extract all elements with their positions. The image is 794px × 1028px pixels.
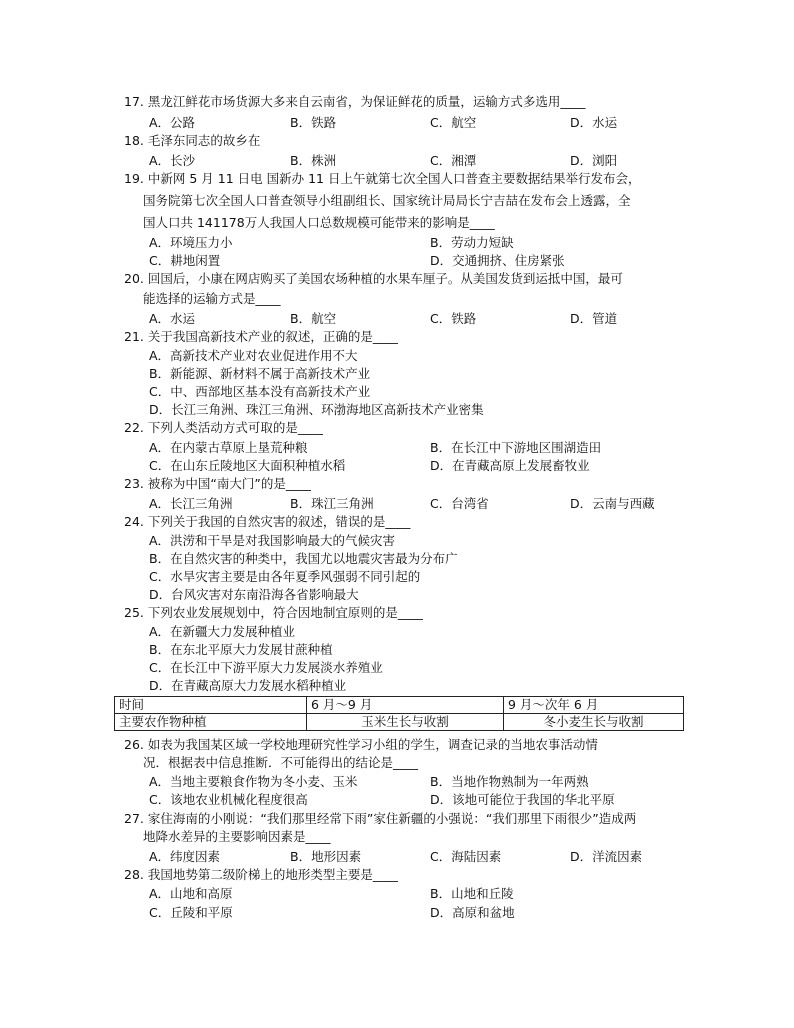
option-d[interactable]: D．长江三角洲、珠江三角洲、环渤海地区高新技术产业密集 [149,402,484,417]
farm-activity-table [114,696,684,731]
option-b[interactable]: B．在长江中下游地区围湖造田 [430,440,602,455]
option-b[interactable]: B．在自然灾害的种类中，我国尤以地震灾害最为分布广 [149,551,458,566]
option-a[interactable]: A．洪涝和干旱是对我国影响最大的气候灾害 [149,533,396,548]
table-header-row [115,697,684,714]
question-27: 27. 家住海南的小刚说：“我们那里经常下雨”家住新疆的小强说：“我们那里下雨很少”造成两 [124,811,637,826]
question-21: 21. 关于我国高新技术产业的叙述，正确的是____ [124,329,398,344]
option-a[interactable]: A．水运 [149,311,196,326]
option-c[interactable]: C．水旱灾害主要是由各年夏季风强弱不同引起的 [149,569,421,584]
question-26: 26. 如表为我国某区域一学校地理研究性学习小组的学生，调查记录的当地农事活动情 [124,737,598,752]
option-d[interactable]: D．在青藏高原上发展畜牧业 [430,458,590,473]
option-a[interactable]: A．长沙 [149,153,196,168]
question-18: 18. 毛泽东同志的故乡在 [124,133,261,148]
table-cell: 6 月～9 月 [307,697,504,714]
option-d[interactable]: D．高原和盆地 [430,905,515,920]
option-c[interactable]: C．海陆因素 [430,849,502,864]
option-d[interactable]: D．该地可能位于我国的华北平原 [430,792,615,807]
option-d[interactable]: D．云南与西藏 [570,496,655,511]
option-c[interactable]: C．铁路 [430,311,477,326]
option-b[interactable]: B．在东北平原大力发展甘蔗种植 [149,642,333,657]
option-d[interactable]: D．浏阳 [570,153,618,168]
question-22: 22. 下列人类活动方式可取的是____ [124,420,323,435]
option-c[interactable]: C．台湾省 [430,496,489,511]
option-b[interactable]: B．铁路 [290,115,337,130]
table-cell: 冬小麦生长与收割 [504,714,684,731]
option-a[interactable]: A．在新疆大力发展种植业 [149,624,296,639]
question-19-line-3: 国人口共 141178万人我国人口总数规模可能带来的影响是____ [143,215,495,230]
option-c[interactable]: C．在山东丘陵地区大面积种植水稻 [149,458,346,473]
question-26-line-2: 况．根据表中信息推断．不可能得出的结论是____ [143,755,419,770]
table-cell: 玉米生长与收割 [307,714,504,731]
option-d[interactable]: D．交通拥挤、住房紧张 [430,253,565,268]
option-b[interactable]: B．当地作物熟制为一年两熟 [430,774,589,789]
option-c[interactable]: C．中、西部地区基本没有高新技术产业 [149,384,371,399]
option-c[interactable]: C．该地农业机械化程度很高 [149,792,308,807]
option-b[interactable]: B．珠江三角洲 [290,496,374,511]
option-a[interactable]: A．山地和高原 [149,886,233,901]
option-a[interactable]: A．公路 [149,115,196,130]
question-19-line-2: 国务院第七次全国人口普查领导小组副组长、国家统计局局长宁吉喆在发布会上透露，全 [143,193,631,208]
option-b[interactable]: B．地形因素 [290,849,362,864]
question-23: 23. 被称为中国“南大门”的是____ [124,476,311,491]
option-d[interactable]: D．洋流因素 [570,849,643,864]
question-20: 20. 回国后，小康在网店购买了美国农场种植的水果车厘子。从美国发货到运抵中国，最可 [124,271,623,286]
option-a[interactable]: A．环境压力小 [149,235,233,250]
question-25: 25. 下列农业发展规划中，符合因地制宜原则的是____ [124,605,423,620]
option-b[interactable]: B．航空 [290,311,337,326]
option-a[interactable]: A．当地主要粮食作物为冬小麦、玉米 [149,774,358,789]
option-b[interactable]: B．新能源、新材料不属于高新技术产业 [149,366,371,381]
option-d[interactable]: D．台风灾害对东南沿海各省影响最大 [149,587,359,602]
option-a[interactable]: A．长江三角洲 [149,496,233,511]
option-b[interactable]: B．劳动力短缺 [430,235,514,250]
option-a[interactable]: A．纬度因素 [149,849,221,864]
table-cell: 时间 [115,697,307,714]
option-b[interactable]: B．山地和丘陵 [430,886,514,901]
question-27-line-2: 地降水差异的主要影响因素是____ [143,829,331,844]
option-c[interactable]: C．航空 [430,115,477,130]
option-a[interactable]: A．在内蒙古草原上垦荒种粮 [149,440,308,455]
table-row [115,714,684,731]
table-cell: 9 月～次年 6 月 [504,697,684,714]
table-cell: 主要农作物种植 [115,714,307,731]
question-28: 28. 我国地势第二级阶梯上的地形类型主要是____ [124,867,398,882]
option-a[interactable]: A．高新技术产业对农业促进作用不大 [149,348,358,363]
option-d[interactable]: D．在青藏高原大力发展水稻种植业 [149,678,347,693]
option-b[interactable]: B．株洲 [290,153,337,168]
option-c[interactable]: C．丘陵和平原 [149,905,233,920]
question-17: 17. 黑龙江鲜花市场货源大多来自云南省，为保证鲜花的质量，运输方式多选用____ [124,94,586,109]
option-d[interactable]: D．管道 [570,311,618,326]
option-c[interactable]: C．耕地闲置 [149,253,221,268]
question-20-line-2: 能选择的运输方式是____ [143,291,281,306]
question-24: 24. 下列关于我国的自然灾害的叙述，错误的是____ [124,514,411,529]
option-c[interactable]: C．湘潭 [430,153,477,168]
option-d[interactable]: D．水运 [570,115,618,130]
option-c[interactable]: C．在长江中下游平原大力发展淡水养殖业 [149,660,383,675]
question-19: 19. 中新网 5 月 11 日电 国新办 11 日上午就第七次全国人口普查主要数据结果举行发布会， [124,171,641,186]
